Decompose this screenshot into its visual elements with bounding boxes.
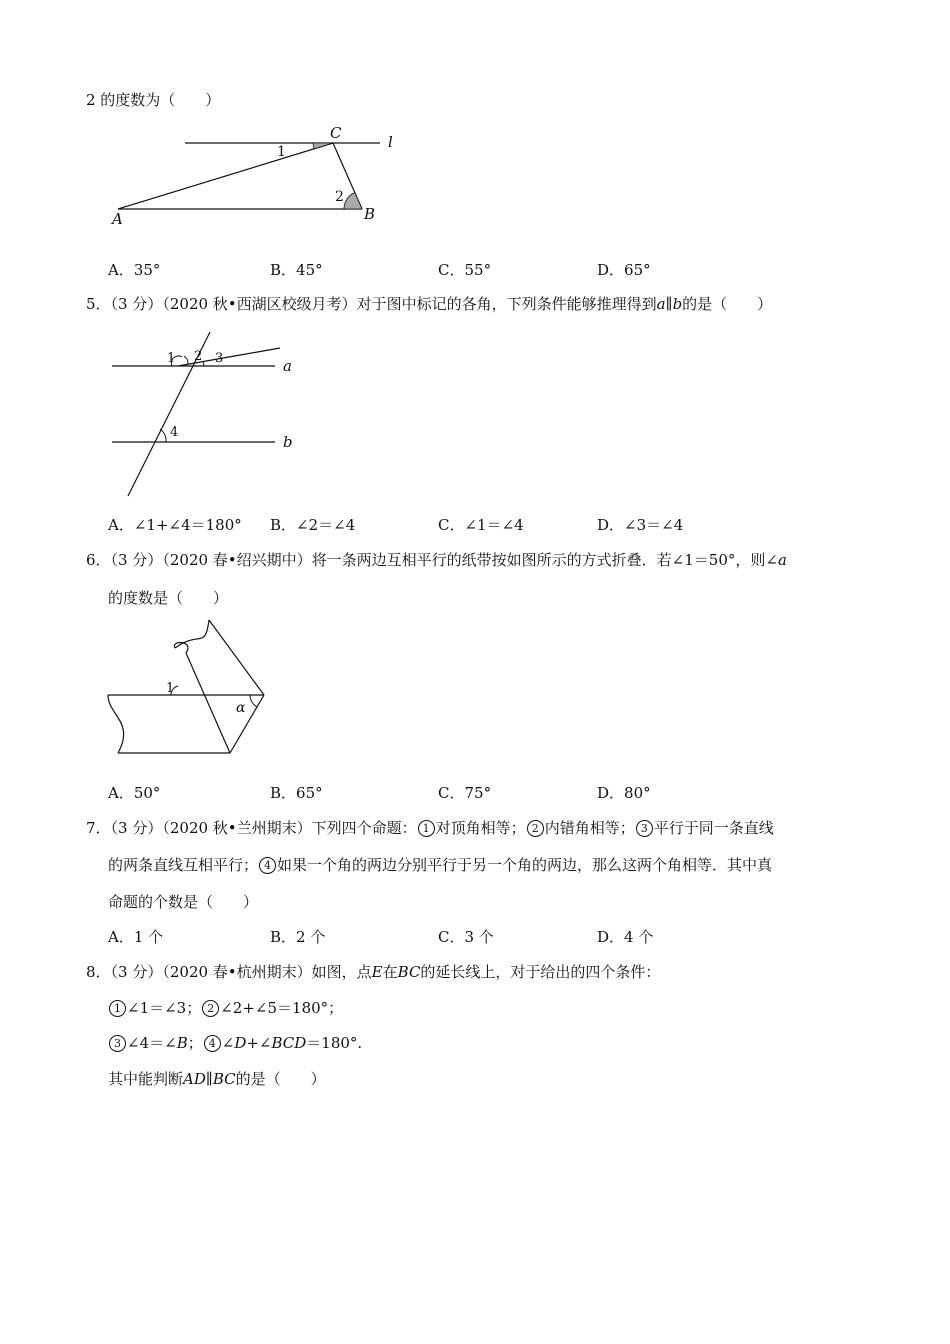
- q7-line2-pre: 的两条直线互相平行；: [108, 856, 259, 874]
- q7-score: （3 分）: [110, 819, 163, 837]
- q5-label-b: b: [283, 433, 293, 451]
- q8-cond-3a: ∠4＝∠: [127, 1034, 177, 1052]
- q5-option-b: B．∠2＝∠4: [270, 516, 356, 534]
- q6-var-alpha: a: [777, 551, 787, 569]
- q6-option-a: A．50°: [108, 784, 161, 802]
- q5-label-a: a: [283, 357, 292, 375]
- q6-stem-line2: 的度数是（ ）: [108, 589, 229, 607]
- q6-folded-edge-left: [186, 653, 230, 753]
- q7-prop-1: 对顶角相等；: [435, 819, 526, 837]
- q8-conditions-line1: [108, 998, 343, 1018]
- q5-var-b: b: [672, 295, 683, 313]
- q6-label-1: 1: [166, 681, 175, 696]
- q7-stem-line2: [108, 855, 772, 875]
- q8-circle-2: 2: [202, 1000, 219, 1017]
- q5-score: （3 分）: [110, 295, 163, 313]
- q7-option-b: B．2 个: [270, 928, 326, 946]
- q8-conditions-line2: [108, 1033, 362, 1053]
- q8-var-ad: AD: [183, 1070, 206, 1088]
- q6-folded-wavy-top: [175, 620, 209, 648]
- q5-var-a: a: [656, 295, 666, 313]
- q8-cond-1: ∠1＝∠3；: [127, 999, 202, 1017]
- q7-stem-line3: 命题的个数是（ ）: [108, 893, 259, 911]
- q7-option-c: C．3 个: [438, 928, 494, 946]
- q7-circle-1: 1: [418, 820, 435, 837]
- q7-prop-2: 内错角相等；: [544, 819, 635, 837]
- q5-option-a: A．∠1+∠4＝180°: [108, 516, 242, 534]
- q8-stem-mid: 在: [382, 963, 398, 981]
- q4-label-1: 1: [277, 144, 286, 160]
- q6-label-alpha: α: [236, 700, 246, 716]
- q7-line1-pre: 下列四个命题：: [311, 819, 417, 837]
- q8-cond-2: ∠2+∠5＝180°；: [220, 999, 344, 1017]
- q6-strip-wavy-end: [108, 695, 124, 753]
- q7-circle-4: 4: [259, 857, 276, 874]
- q5-stem-pre: 对于图中标记的各角，下列条件能够推理得到: [356, 295, 657, 313]
- q4-option-c: C．55°: [438, 261, 492, 279]
- q5-label-3: 3: [215, 351, 224, 366]
- q7-circle-3: 3: [636, 820, 653, 837]
- q6-score: （3 分）: [110, 551, 163, 569]
- q7-prop-3: 平行于同一条直线: [653, 819, 774, 837]
- q5-stem-post: 的是（ ）: [682, 295, 773, 313]
- q5-label-4: 4: [170, 425, 179, 440]
- q8-number: 8．: [86, 963, 111, 981]
- q4-option-d: D．65°: [597, 261, 651, 279]
- q5-option-c: C．∠1＝∠4: [438, 516, 524, 534]
- q8-cond-3b: ；: [187, 1034, 203, 1052]
- q8-q-post: 的是（ ）: [235, 1070, 326, 1088]
- q6-source: （2020 春•绍兴期中）: [162, 551, 312, 569]
- q6-option-b: B．65°: [270, 784, 323, 802]
- q8-cond-4b: +∠: [246, 1034, 272, 1052]
- q4-option-b: B．45°: [270, 261, 323, 279]
- q8-question: [108, 1069, 326, 1089]
- q7-option-d: D．4 个: [597, 928, 654, 946]
- q6-number: 6．: [86, 551, 111, 569]
- q7-circle-2: 2: [527, 820, 544, 837]
- q6-folded-edge-right: [209, 620, 264, 695]
- q8-cond-3-var-b: B: [176, 1034, 188, 1052]
- q4-stem-tail: 2 的度数为（ ）: [86, 91, 221, 109]
- q5-parallel: ∥: [665, 295, 673, 313]
- q5-label-2: 2: [194, 349, 203, 364]
- q8-circle-1: 1: [109, 1000, 126, 1017]
- q8-circle-3: 3: [109, 1035, 126, 1052]
- q8-stem: [86, 962, 660, 982]
- q8-cond-4c: ＝180°.: [306, 1034, 363, 1052]
- q8-parallel: ∥: [205, 1070, 213, 1088]
- q6-angle-alpha-mark: [250, 695, 257, 707]
- q8-cond-4-var-bcd: BCD: [271, 1034, 307, 1052]
- q8-circle-4: 4: [204, 1035, 221, 1052]
- q6-option-d: D．80°: [597, 784, 651, 802]
- q8-score: （3 分）: [110, 963, 163, 981]
- q6-option-c: C．75°: [438, 784, 492, 802]
- q4-label-c: C: [330, 124, 342, 142]
- q4-label-l: l: [388, 133, 393, 151]
- q8-cond-4-var-d: D: [234, 1034, 247, 1052]
- q5-option-d: D．∠3＝∠4: [597, 516, 684, 534]
- q8-stem-pre: 如图，点: [311, 963, 372, 981]
- q5-label-1: 1: [167, 351, 176, 366]
- q7-number: 7．: [86, 819, 111, 837]
- q5-source: （2020 秋•西湖区校级月考）: [162, 295, 357, 313]
- q4-label-2: 2: [335, 189, 344, 205]
- q6-line1-text: 将一条两边互相平行的纸带按如图所示的方式折叠．若∠1＝50°，则∠: [311, 551, 778, 569]
- q8-var-bc-2: BC: [212, 1070, 236, 1088]
- q7-source: （2020 秋•兰州期末）: [162, 819, 312, 837]
- q8-var-bc: BC: [397, 963, 421, 981]
- q4-label-a: A: [112, 210, 123, 228]
- q5-number: 5．: [86, 295, 111, 313]
- q4-label-b: B: [364, 205, 376, 223]
- q7-stem-line1: [86, 818, 774, 838]
- q8-source: （2020 春•杭州期末）: [162, 963, 312, 981]
- q8-stem-post: 的延长线上，对于给出的四个条件：: [420, 963, 661, 981]
- q8-cond-4a: ∠: [221, 1034, 235, 1052]
- q4-option-a: A．35°: [108, 261, 161, 279]
- q7-line2-post: 如果一个角的两边分别平行于另一个角的两边，那么这两个角相等．其中真: [277, 856, 773, 874]
- q7-option-a: A．1 个: [108, 928, 164, 946]
- q8-var-e: E: [371, 963, 383, 981]
- q8-q-pre: 其中能判断: [108, 1070, 184, 1088]
